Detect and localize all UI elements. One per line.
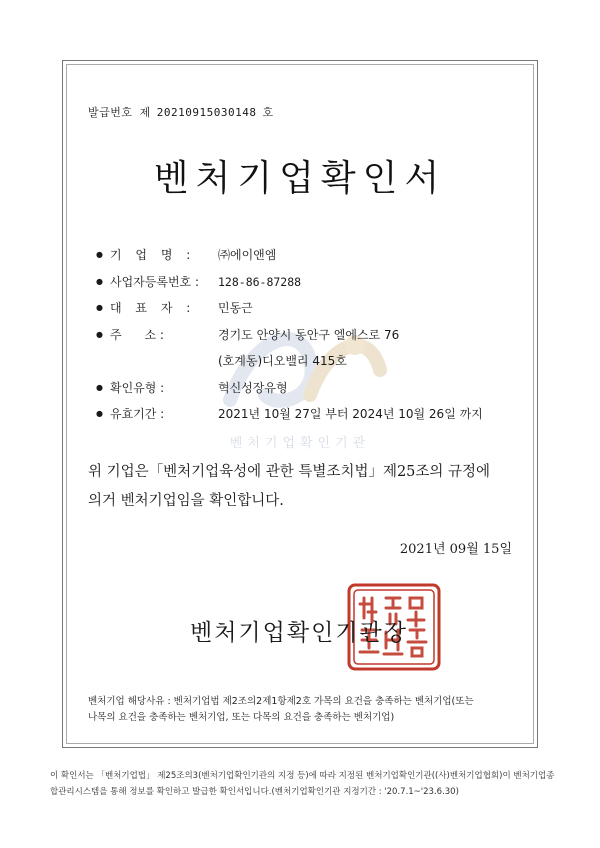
document-title: 벤처기업확인서	[153, 158, 447, 199]
issue-number-label: 발급번호 제	[88, 106, 151, 119]
bullet-icon: ●	[96, 276, 103, 286]
issue-number	[88, 104, 280, 120]
field-label: 기 업 명 :	[110, 248, 196, 262]
field-value: 혁신성장유형	[218, 380, 288, 395]
field-label: 확인유형 :	[110, 380, 165, 395]
bottom-note-line: 이 확인서는 「벤처기업법」 제25조의3(벤처기업확인기관의 지정 등)에 따라 지정된 벤처기업확인기관((사)벤처기업협회)이 벤처기업종	[50, 771, 555, 781]
field-value: 128-86-87288	[218, 274, 302, 289]
field-address-line2	[96, 348, 536, 375]
field-label: 유효기간 :	[110, 407, 165, 421]
field-value: 2021년 10월 27일 부터 2024년 10월 26일 까지	[218, 407, 483, 421]
bullet-icon: ●	[96, 382, 103, 392]
field-value: 민동근	[218, 301, 253, 315]
info-fields	[96, 242, 536, 428]
watermark-text: 벤처기업확인기관	[229, 436, 371, 451]
confirmation-statement	[88, 458, 528, 516]
bottom-note-line: 합관리시스템을 통해 정보를 확인하고 발급한 확인서입니다.(벤처기업확인기관 지정기간 : '20.7.1~'23.6.30)	[50, 787, 459, 797]
statement-line: 의거 벤처기업임을 확인합니다.	[88, 493, 284, 509]
bullet-icon: ●	[96, 329, 103, 339]
issuer-organization: 벤처기업확인기관	[190, 620, 384, 646]
issuer-suffix: 장	[383, 620, 408, 646]
field-label: 대 표 자 :	[110, 301, 196, 315]
field-value: 경기도 안양시 동안구 엘에스로 76	[218, 327, 400, 342]
field-validity-period	[96, 401, 536, 428]
field-address	[96, 322, 536, 349]
field-label: 사업자등록번호 :	[110, 274, 200, 289]
field-value: (호계동)디오밸리 415호	[218, 354, 347, 368]
footnote-line: 벤처기업 해당사유 : 벤처기업법 제2조의2제1항제2호 가목의 요건을 충족하는 벤처기업(또는	[88, 696, 474, 707]
issue-date: 2021년 09월 15일	[399, 542, 512, 557]
bullet-icon: ●	[96, 303, 103, 312]
field-company-name	[96, 242, 536, 269]
field-label: 주 소 :	[110, 327, 164, 342]
bullet-icon: ●	[96, 409, 103, 418]
field-representative	[96, 295, 536, 322]
bottom-note	[50, 768, 560, 800]
issuer-name	[190, 614, 408, 647]
issue-number-value: 20210915030148	[156, 106, 257, 119]
issue-number-suffix: 호	[262, 106, 274, 119]
field-business-number	[96, 269, 536, 296]
footnote	[88, 694, 528, 726]
field-confirmation-type	[96, 375, 536, 402]
statement-line: 위 기업은「벤처기업육성에 관한 특별조치법」제25조의 규정에	[88, 464, 491, 480]
field-value: ㈜에이앤엠	[218, 248, 277, 262]
footnote-line: 나목의 요건을 충족하는 벤처기업, 또는 다목의 요건을 충족하는 벤처기업)	[88, 712, 395, 723]
bullet-icon: ●	[96, 250, 103, 259]
